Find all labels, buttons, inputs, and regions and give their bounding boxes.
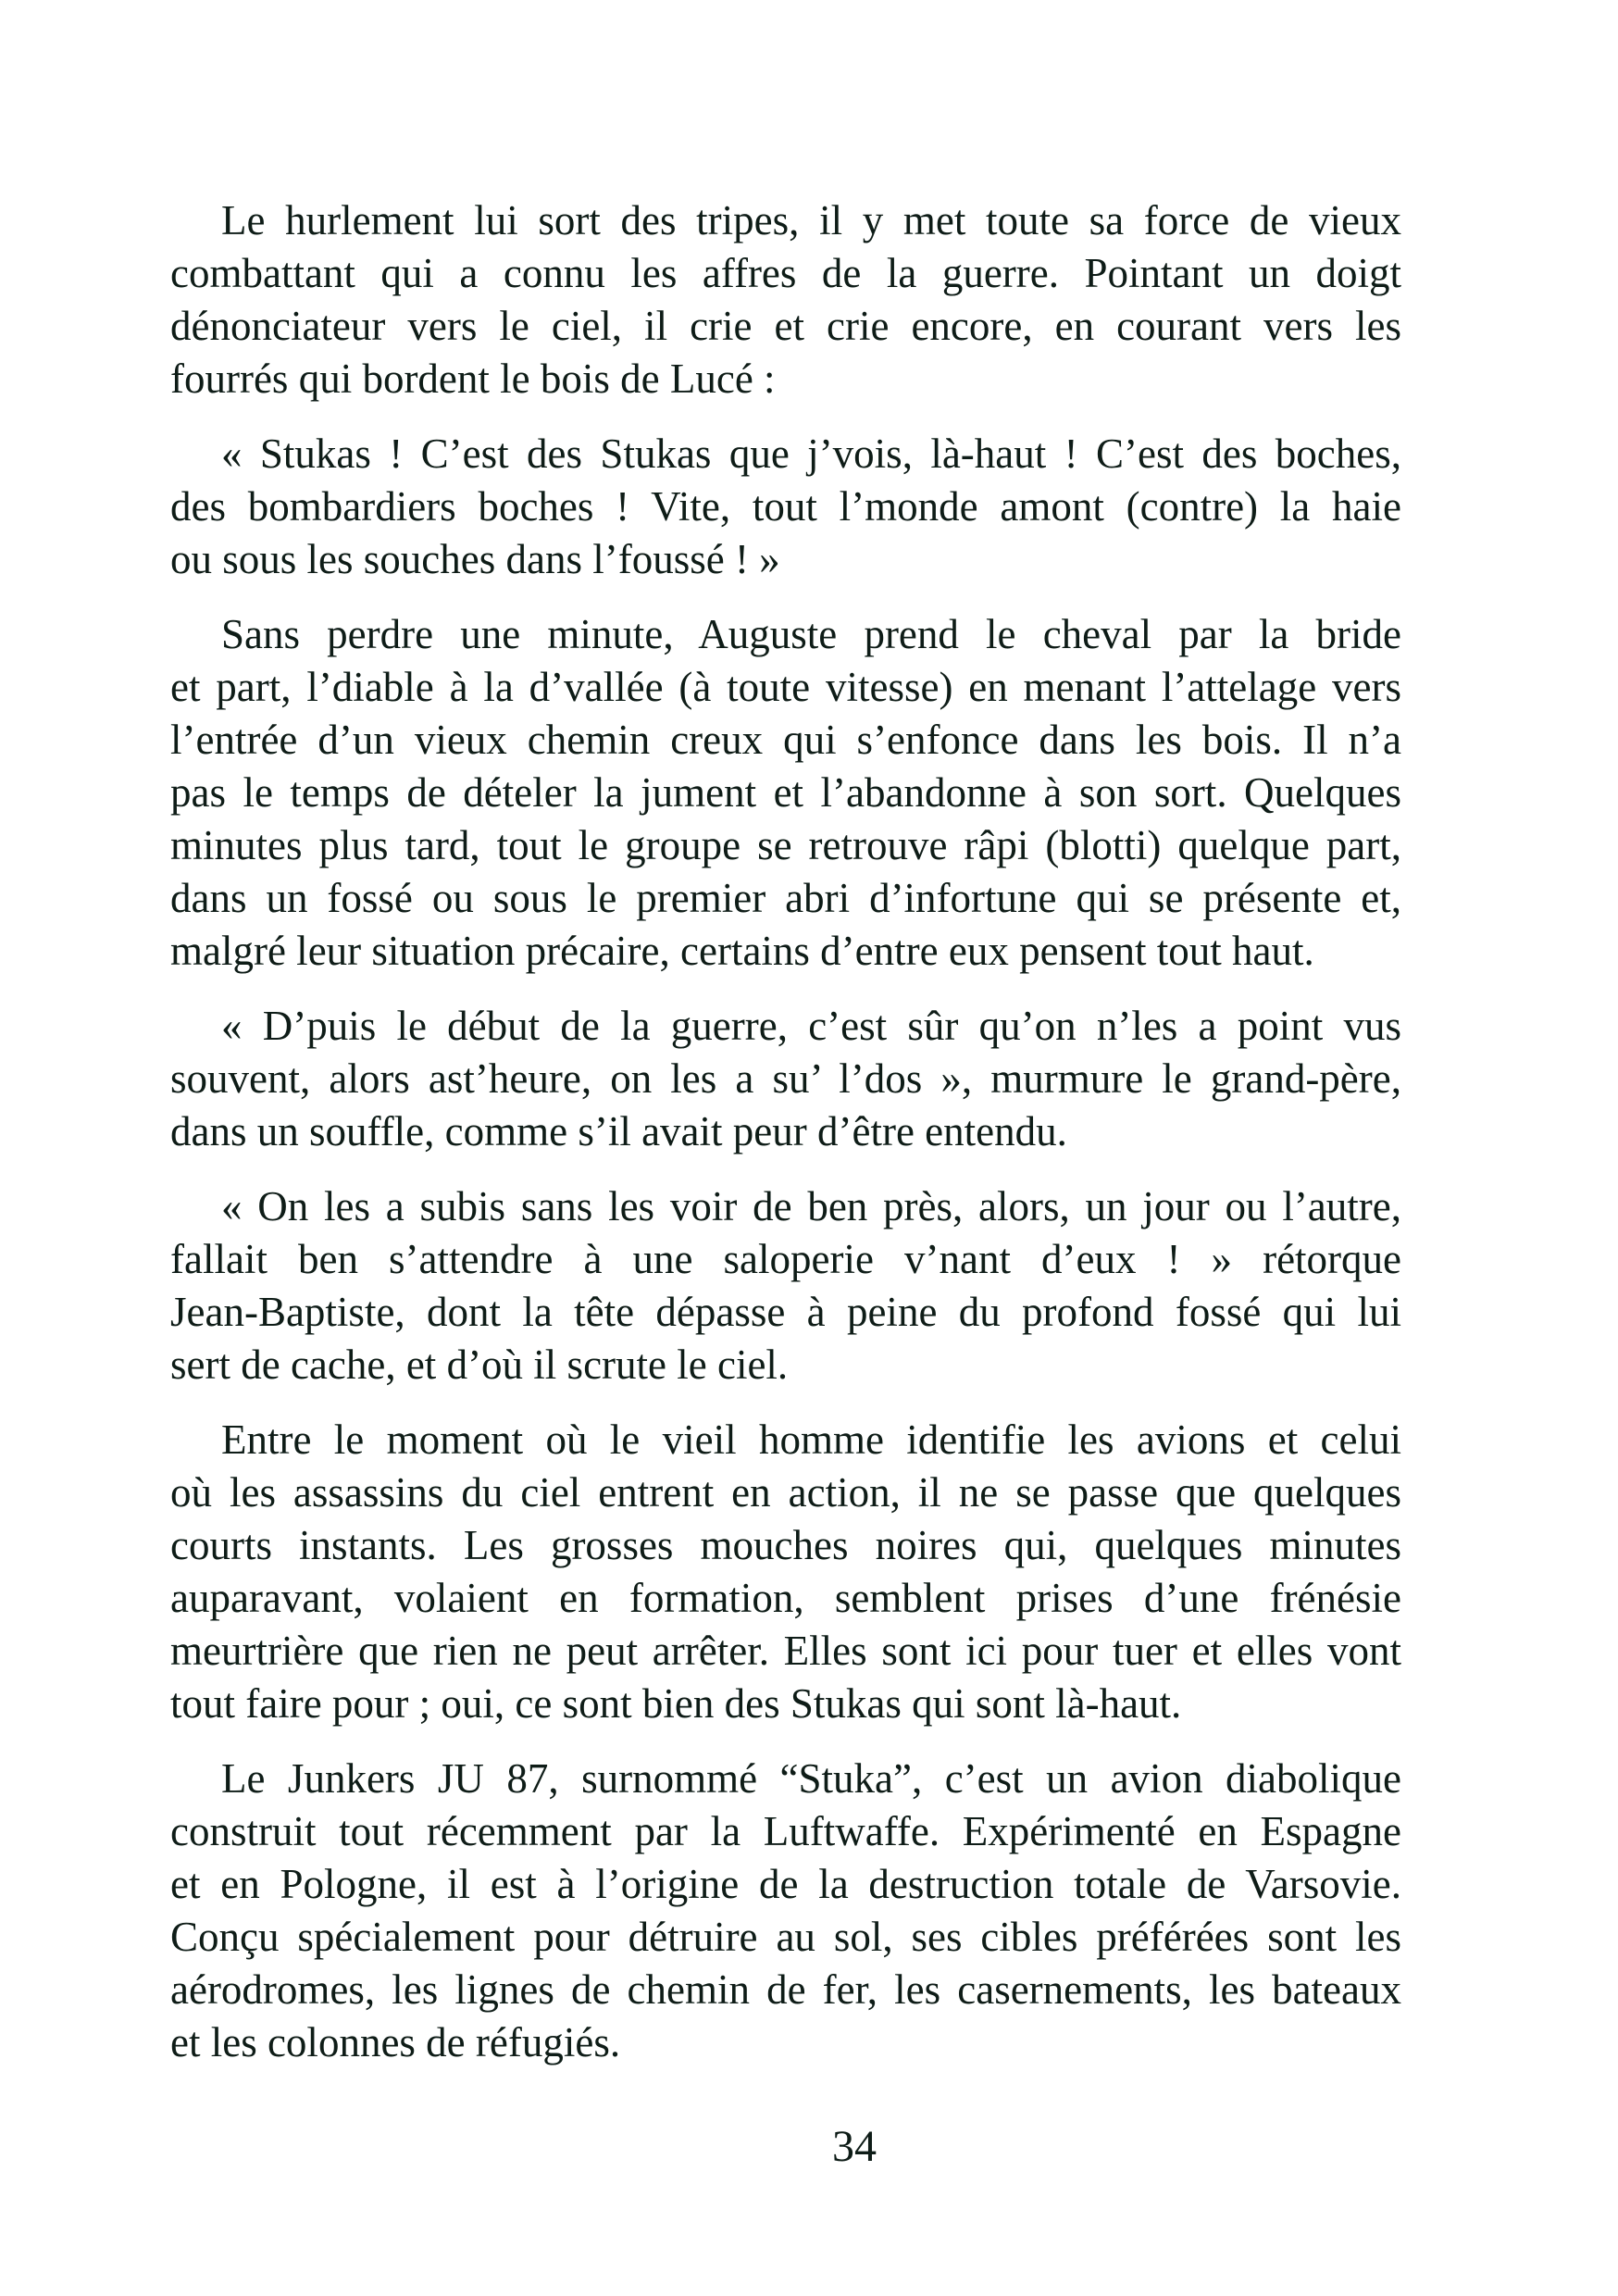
paragraph (170, 428, 1401, 586)
text-line: dans un fossé ou sous le premier abri d’infortune qui se présente et, (170, 875, 1401, 921)
text-line: sert de cache, et d’où il scrute le ciel. (170, 1341, 789, 1388)
text-line: l’entrée d’un vieux chemin creux qui s’enfonce dans les bois. Il n’a (170, 717, 1401, 763)
text-line: dans un souffle, comme s’il avait peur d’être entendu. (170, 1108, 1067, 1154)
paragraph (170, 1000, 1401, 1158)
text-line: Jean-Baptiste, dont la tête dépasse à peine du profond fossé qui lui (170, 1289, 1401, 1335)
text-line: et en Pologne, il est à l’origine de la destruction totale de Varsovie. (170, 1861, 1401, 1907)
text-line: tout faire pour ; oui, ce sont bien des Stukas qui sont là-haut. (170, 1680, 1182, 1727)
text-line: fourrés qui bordent le bois de Lucé : (170, 356, 776, 402)
page-number: 34 (832, 2122, 877, 2171)
text-line: aérodromes, les lignes de chemin de fer, les casernements, les bateaux (170, 1966, 1401, 2013)
paragraph (170, 1753, 1401, 2069)
text-line: Sans perdre une minute, Auguste prend le cheval par la bride (221, 611, 1401, 657)
text-line: dénonciateur vers le ciel, il crie et crie encore, en courant vers les (170, 303, 1401, 349)
page-body (170, 194, 1401, 2069)
text-line: ou sous les souches dans l’foussé ! » (170, 536, 780, 582)
text-line: fallait ben s’attendre à une saloperie v’nant d’eux ! » rétorque (170, 1236, 1401, 1282)
text-line: « Stukas ! C’est des Stukas que j’vois, là-haut ! C’est des boches, (221, 430, 1401, 477)
text-line: et les colonnes de réfugiés. (170, 2019, 621, 2065)
text-line: pas le temps de dételer la jument et l’abandonne à son sort. Quelques (170, 769, 1401, 816)
text-line: Entre le moment où le vieil homme identifie les avions et celui (221, 1416, 1401, 1463)
text-line: Conçu spécialement pour détruire au sol, ses cibles préférées sont les (170, 1914, 1401, 1960)
text-line: « D’puis le début de la guerre, c’est sûr qu’on n’les a point vus (221, 1003, 1401, 1049)
text-line: et part, l’diable à la d’vallée (à toute vitesse) en menant l’attelage vers (170, 664, 1401, 710)
text-line: Le Junkers JU 87, surnommé “Stuka”, c’est un avion diabolique (221, 1755, 1401, 1802)
text-line: courts instants. Les grosses mouches noires qui, quelques minutes (170, 1522, 1401, 1568)
paragraph (170, 608, 1401, 978)
paragraph (170, 1414, 1401, 1730)
text-line: auparavant, volaient en formation, semblent prises d’une frénésie (170, 1575, 1401, 1621)
text-line: construit tout récemment par la Luftwaffe. Expérimenté en Espagne (170, 1808, 1401, 1854)
text-line: souvent, alors ast’heure, on les a su’ l’dos », murmure le grand-père, (170, 1055, 1401, 1102)
text-line: « On les a subis sans les voir de ben près, alors, un jour ou l’autre, (221, 1183, 1401, 1229)
text-line: minutes plus tard, tout le groupe se retrouve râpi (blotti) quelque part, (170, 822, 1401, 868)
text-line: des bombardiers boches ! Vite, tout l’monde amont (contre) la haie (170, 483, 1401, 530)
text-line: combattant qui a connu les affres de la guerre. Pointant un doigt (170, 250, 1401, 296)
text-line: Le hurlement lui sort des tripes, il y met toute sa force de vieux (221, 197, 1401, 243)
paragraph (170, 194, 1401, 406)
text-line: malgré leur situation précaire, certains d’entre eux pensent tout haut. (170, 928, 1314, 974)
paragraph (170, 1180, 1401, 1391)
text-line: où les assassins du ciel entrent en action, il ne se passe que quelques (170, 1469, 1401, 1516)
text-line: meurtrière que rien ne peut arrêter. Elles sont ici pour tuer et elles vont (170, 1628, 1401, 1674)
